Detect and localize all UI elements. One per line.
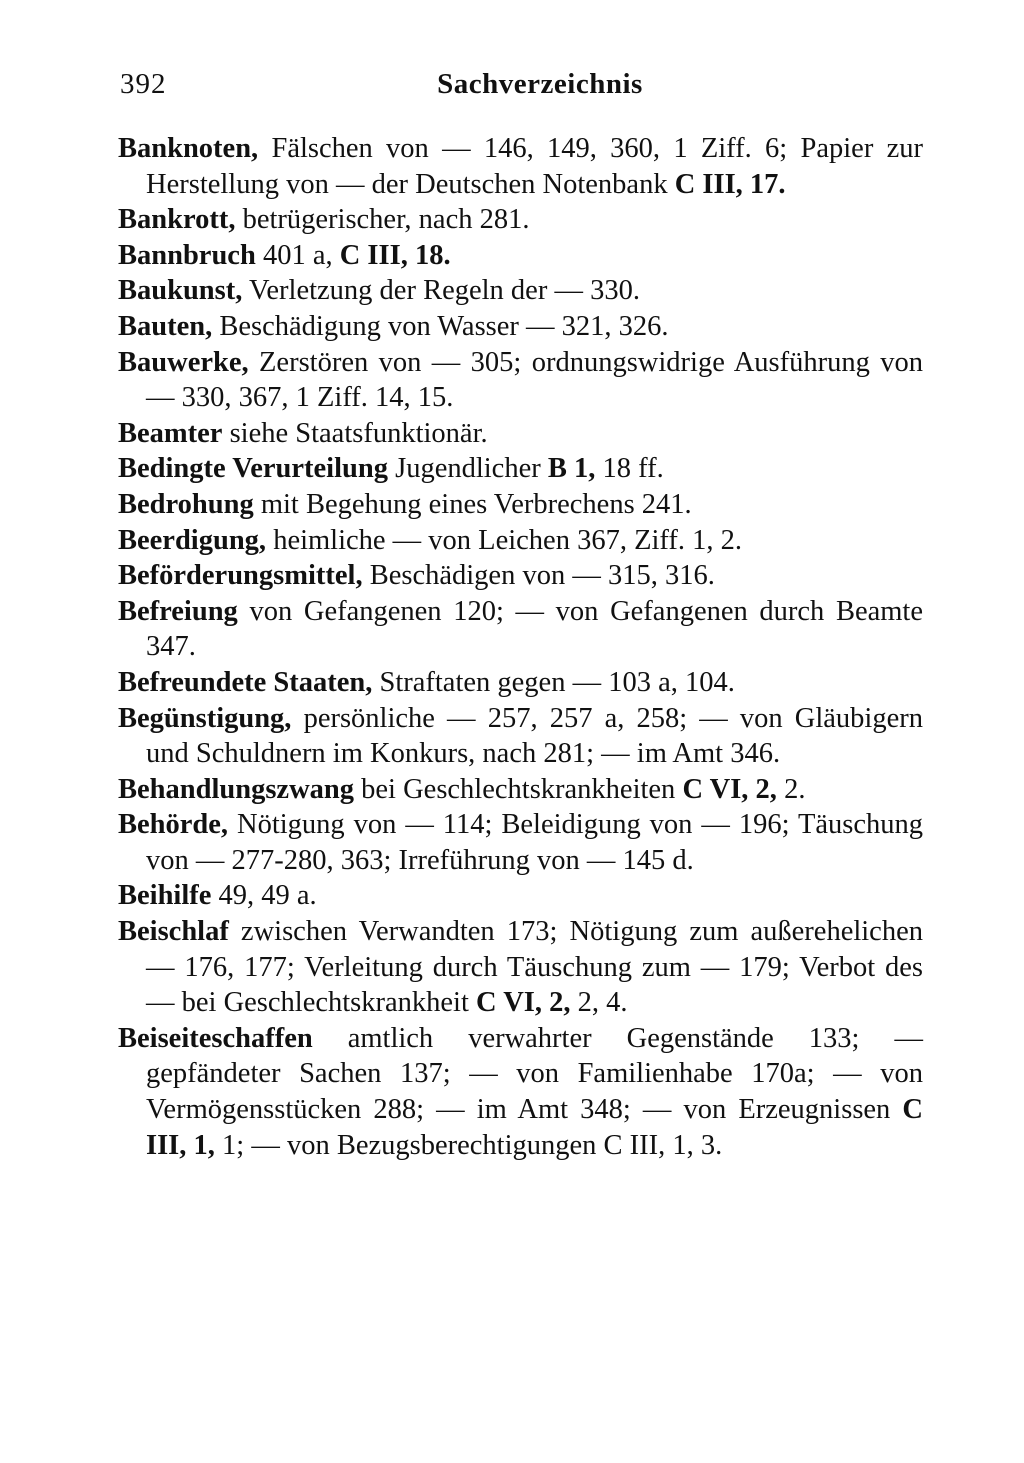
- entry-term: Bannbruch: [118, 239, 256, 271]
- index-entry: [118, 594, 923, 665]
- entry-term: Behandlungszwang: [118, 773, 355, 805]
- index-entry: [118, 451, 923, 487]
- entry-term: Baukunst,: [118, 275, 243, 307]
- entry-term: Bankrott,: [118, 204, 236, 236]
- index-entry: [118, 131, 923, 202]
- entry-term: Banknoten,: [118, 133, 259, 164]
- entry-term: Beamter: [118, 417, 223, 449]
- entry-text: amtlich verwahrter Gegenstände 133; — gepfändeter Sachen 137; — von Familienhabe 170a; — von Vermögensstücken 288; — im Amt 348; — von Erzeugnissen: [146, 1022, 923, 1126]
- entry-text: Jugendlicher: [387, 453, 548, 485]
- entry-tail: 1; — von Bezugsberechtigungen C III, 1, 3.: [214, 1129, 723, 1161]
- index-entry: [118, 487, 923, 523]
- entry-text: heimliche — von Leichen 367, Ziff. 1, 2.: [266, 524, 743, 556]
- entry-text: Straftaten gegen — 103 a, 104.: [372, 666, 735, 698]
- index-entry: [118, 273, 923, 309]
- index-entry: [118, 914, 923, 1021]
- entry-ref: C III, 17.: [674, 168, 786, 200]
- entry-term: Befreundete Staaten,: [118, 666, 373, 698]
- running-head: [120, 68, 930, 108]
- index-entry: [118, 772, 923, 808]
- index-entry: [118, 807, 923, 878]
- index-entry: [118, 523, 923, 559]
- entry-tail: 2.: [776, 773, 806, 805]
- entry-text: Beschädigen von — 315, 316.: [362, 560, 715, 592]
- entry-term: Beförderungsmittel,: [118, 560, 363, 592]
- entry-ref: C VI, 2,: [682, 773, 777, 805]
- entry-text: betrügerischer, nach 281.: [235, 204, 530, 236]
- entry-ref: C III, 1,: [146, 1094, 923, 1161]
- entry-text: Fälschen von — 146, 149, 360, 1 Ziff. 6; Papier zur Herstellung von — der Deutschen Notenbank: [146, 133, 923, 200]
- entry-text: Verletzung der Regeln der — 330.: [242, 275, 640, 307]
- entry-ref: C VI, 2,: [476, 987, 571, 1019]
- index-entry: [118, 238, 923, 274]
- entry-term: Beiseiteschaffen: [118, 1022, 313, 1054]
- index-entries: [118, 131, 923, 1163]
- entry-term: Behörde,: [118, 809, 229, 841]
- entry-text: Beschädigung von Wasser — 321, 326.: [212, 310, 669, 342]
- entry-term: Bedrohung: [118, 488, 254, 520]
- entry-text: zwischen Verwandten 173; Nötigung zum außerehelichen — 176, 177; Verleitung durch Täuschung zum — 179; Verbot des — bei Geschlechtskrankheit: [146, 916, 923, 1019]
- entry-term: Beihilfe: [118, 880, 212, 912]
- entry-term: Bedingte Verurteilung: [118, 453, 388, 485]
- entry-tail: 2, 4.: [570, 987, 628, 1019]
- entry-text: bei Geschlechtskrankheiten: [354, 773, 683, 805]
- entry-text: Zerstören von — 305; ordnungswidrige Ausführung von — 330, 367, 1 Ziff. 14, 15.: [146, 346, 923, 414]
- index-entry: [118, 701, 923, 772]
- entry-term: Bauten,: [118, 310, 213, 342]
- entry-ref: C III, 18.: [339, 239, 451, 271]
- page-number: 392: [120, 68, 167, 100]
- entry-term: Begünstigung,: [118, 702, 292, 734]
- index-entry: [118, 1021, 923, 1163]
- entry-text: mit Begehung eines Verbrechens 241.: [253, 488, 692, 520]
- index-entry: [118, 309, 923, 345]
- index-entry: [118, 665, 923, 701]
- entry-term: Befreiung: [118, 595, 238, 627]
- index-entry: [118, 345, 923, 416]
- entry-ref: B 1,: [547, 453, 596, 485]
- entry-term: Beischlaf: [118, 916, 229, 948]
- entry-text: 401 a,: [255, 239, 340, 271]
- index-entry: [118, 558, 923, 594]
- index-entry: [118, 878, 923, 914]
- entry-text: persönliche — 257, 257 a, 258; — von Gläubigern und Schuldnern im Konkurs, nach 281; — im Amt 346.: [146, 702, 923, 770]
- running-title: Sachverzeichnis: [437, 68, 643, 100]
- entry-text: siehe Staatsfunktionär.: [222, 417, 488, 449]
- entry-text: 49, 49 a.: [211, 880, 317, 912]
- entry-term: Bauwerke,: [118, 346, 249, 378]
- entry-text: von Gefangenen 120; — von Gefangenen durch Beamte 347.: [146, 595, 923, 663]
- entry-tail: 18 ff.: [595, 453, 664, 485]
- index-entry: [118, 202, 923, 238]
- index-entry: [118, 416, 923, 452]
- entry-text: Nötigung von — 114; Beleidigung von — 196; Täuschung von — 277-280, 363; Irreführung von — 145 d.: [146, 809, 923, 876]
- entry-term: Beerdigung,: [118, 524, 267, 556]
